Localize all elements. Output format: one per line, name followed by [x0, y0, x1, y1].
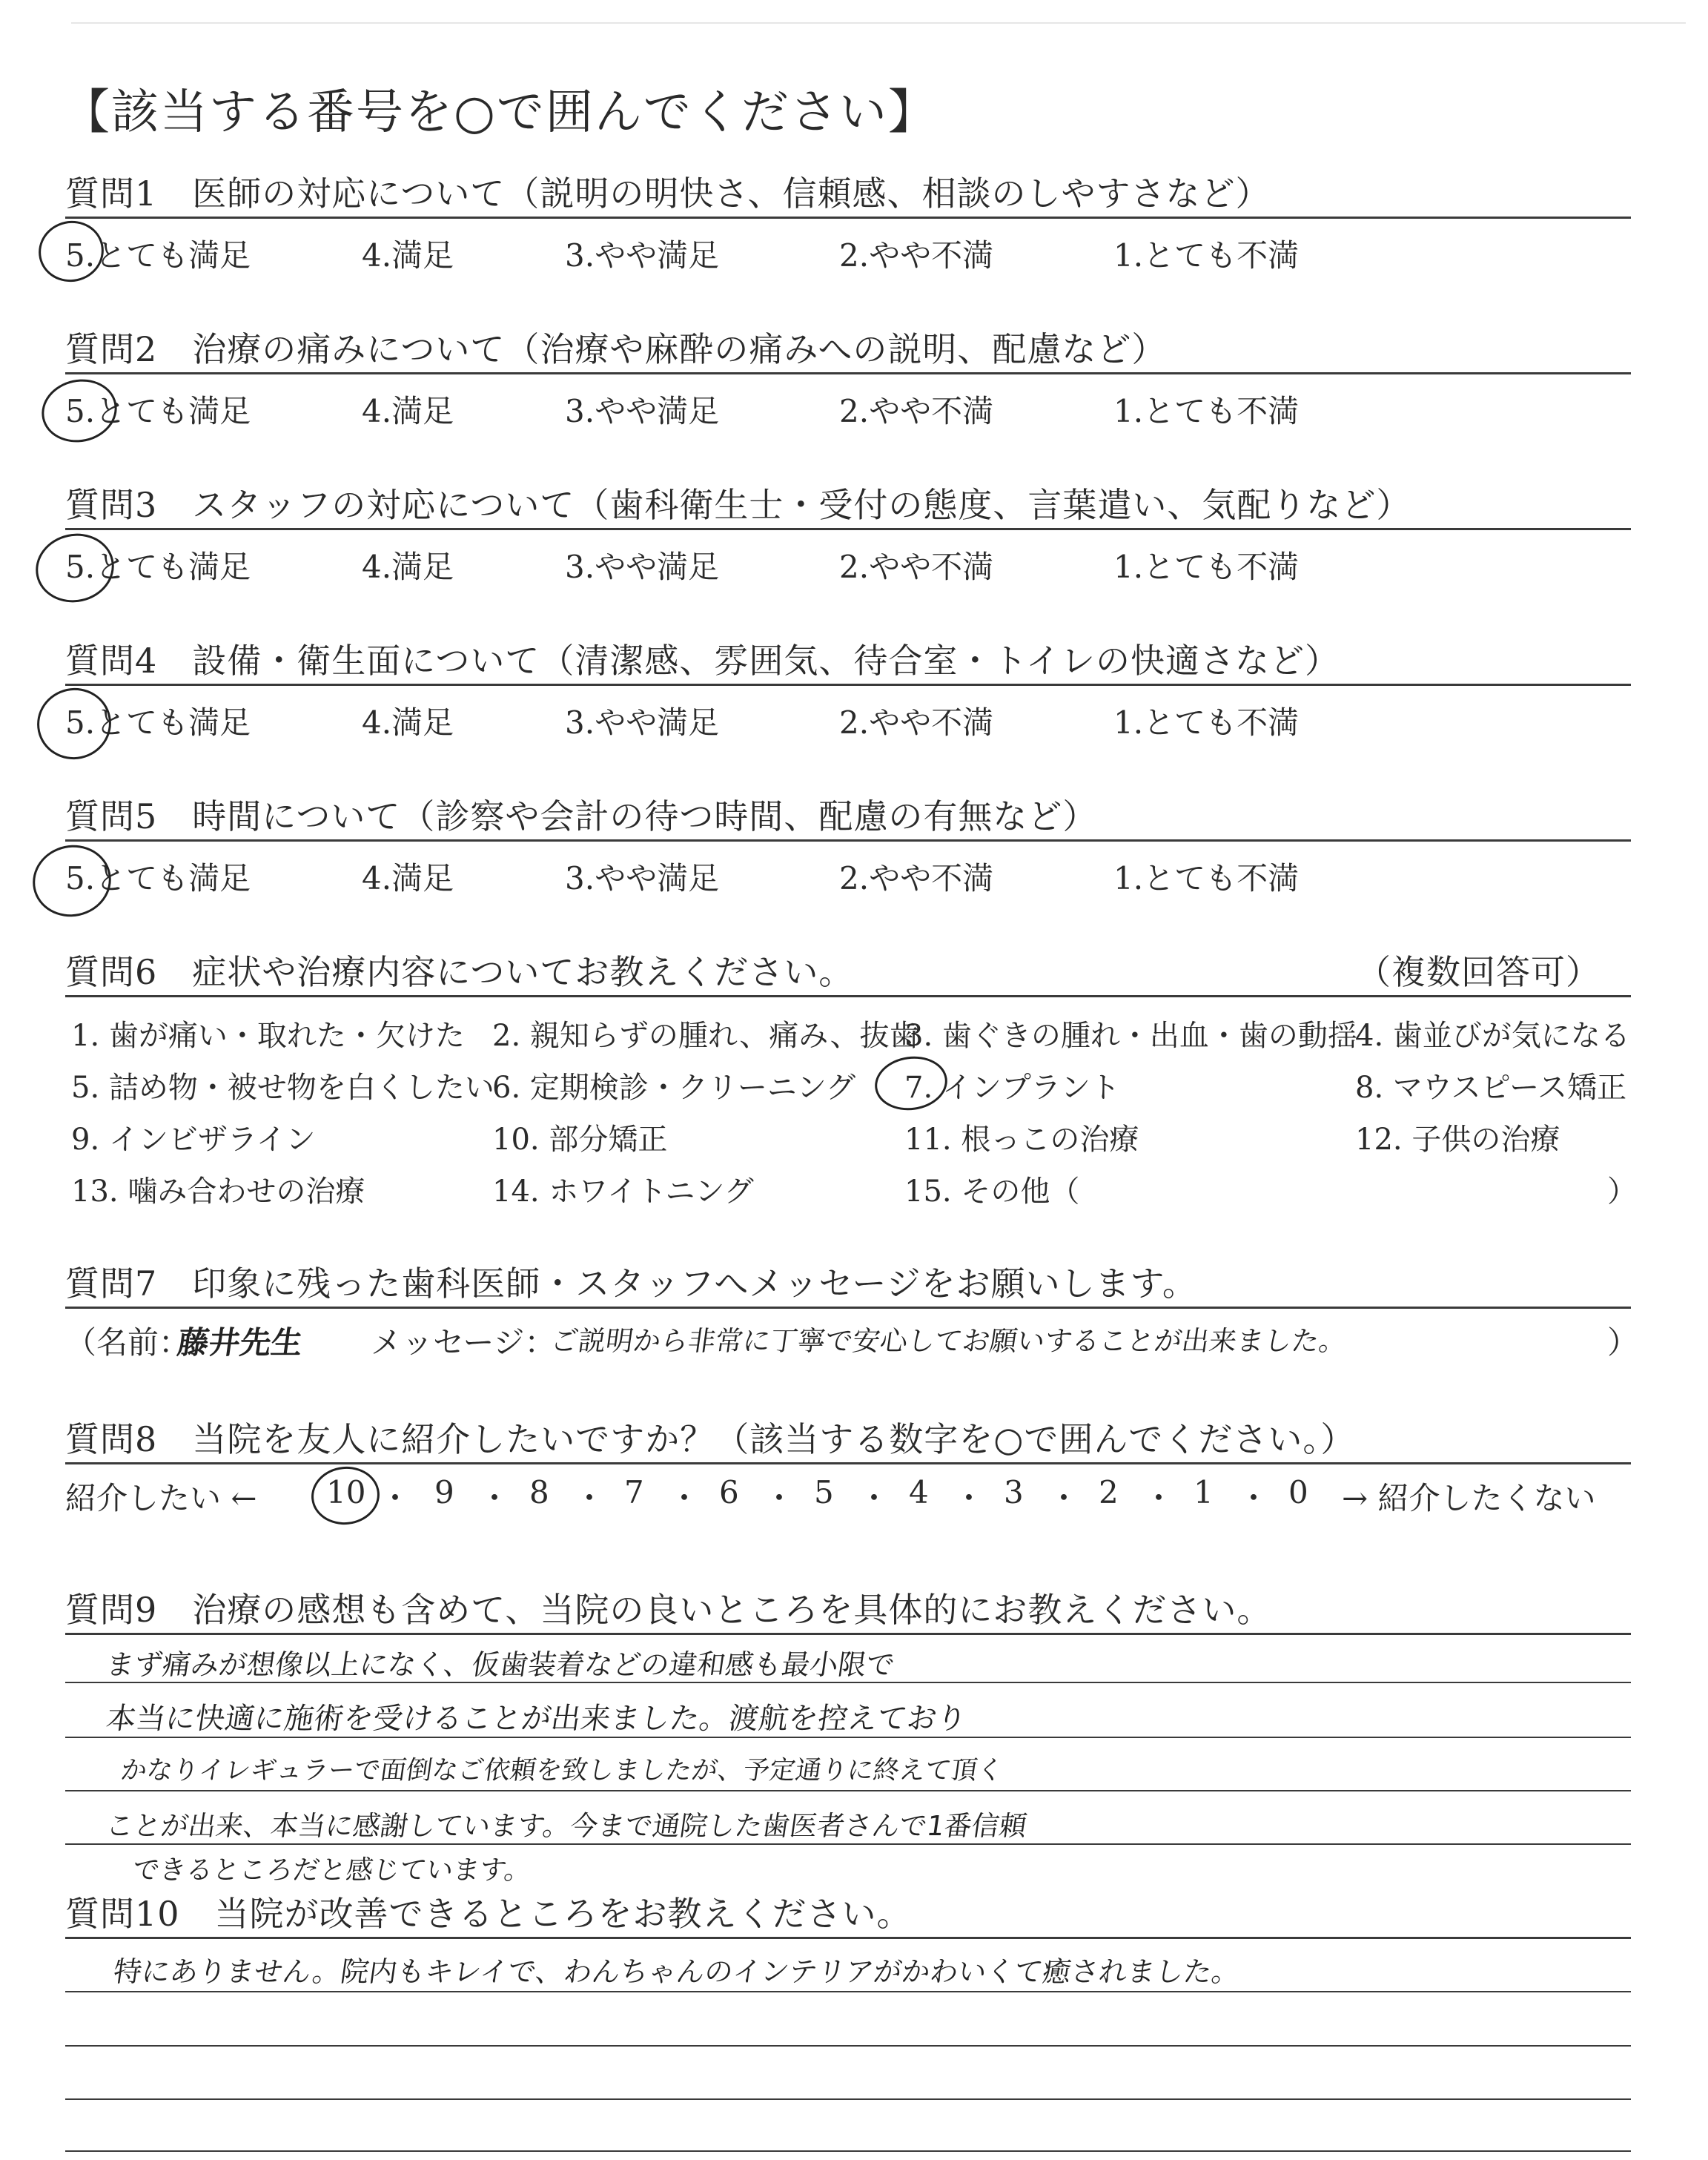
comment-line[interactable]: ことが出来、本当に感謝しています。今まで通院した歯医者さんで1番信頼: [104, 1810, 1029, 1842]
rating-option-1[interactable]: 1.とても不満: [1113, 549, 1300, 585]
writing-line: [65, 1991, 1631, 1992]
rating-option-5[interactable]: 5.とても満足: [65, 704, 251, 741]
question-title: 質問9 治療の感想も含めて、当院の良いところを具体的にお教えください。: [65, 1590, 1272, 1630]
divider: [65, 839, 1631, 842]
rating-option-4[interactable]: 4.満足: [362, 237, 454, 274]
rating-option-3[interactable]: 3.やや満足: [565, 860, 720, 896]
writing-line: [65, 2045, 1631, 2047]
scale-separator: ・: [858, 1480, 890, 1516]
writing-line: [65, 2150, 1631, 2152]
message-label: メッセージ：: [371, 1324, 556, 1361]
rating-option-1[interactable]: 1.とても不満: [1113, 704, 1300, 741]
writing-line: [65, 2098, 1631, 2100]
rating-option-2[interactable]: 2.やや不満: [839, 237, 994, 274]
question-title: 質問3 スタッフの対応について（歯科衛生士・受付の態度、言葉遣い、気配りなど）: [65, 485, 1411, 525]
writing-line: [65, 1790, 1631, 1791]
scale-separator: ・: [1143, 1480, 1175, 1516]
rating-option-3[interactable]: 3.やや満足: [565, 237, 720, 274]
recommend-right-label: → 紹介したくない: [1342, 1480, 1596, 1516]
other-close-paren: ）: [1607, 1175, 1637, 1209]
answer-circle: [30, 681, 118, 767]
question-title: 質問8 当院を友人に紹介したいですか？（該当する数字を○で囲んでください。）: [65, 1419, 1356, 1459]
option-8[interactable]: 8. マウスピース矯正: [1355, 1071, 1627, 1105]
option-11[interactable]: 11. 根っこの治療: [904, 1123, 1139, 1157]
rating-option-3[interactable]: 3.やや満足: [565, 704, 720, 741]
question-title: 質問6 症状や治療内容についてお教えください。: [65, 952, 854, 992]
scale-separator: ・: [1238, 1480, 1270, 1516]
rating-option-4[interactable]: 4.満足: [362, 393, 454, 429]
rating-option-2[interactable]: 2.やや不満: [839, 860, 994, 896]
option-3[interactable]: 3. 歯ぐきの腫れ・出血・歯の動揺: [904, 1019, 1357, 1053]
scale-separator: ・: [479, 1480, 511, 1516]
scale-separator: ・: [1048, 1480, 1080, 1516]
name-label: （名前：: [65, 1324, 191, 1361]
scale-9[interactable]: 9: [434, 1474, 454, 1510]
scale-separator: ・: [764, 1480, 795, 1516]
question-title: 質問1 医師の対応について（説明の明快さ、信頼感、相談のしやすさなど）: [65, 174, 1271, 214]
divider: [65, 995, 1631, 997]
scale-separator: ・: [380, 1480, 411, 1516]
rating-option-4[interactable]: 4.満足: [362, 549, 454, 585]
question-title: 質問2 治療の痛みについて（治療や麻酔の痛みへの説明、配慮など）: [65, 329, 1167, 369]
page-title: 【該当する番号を○で囲んでください】: [62, 85, 937, 140]
multiple-answer-note: （複数回答可）: [1357, 952, 1601, 992]
divider: [65, 1633, 1631, 1635]
rating-option-5[interactable]: 5.とても満足: [65, 549, 251, 585]
rating-option-4[interactable]: 4.満足: [362, 704, 454, 741]
rating-option-5[interactable]: 5.とても満足: [65, 393, 251, 429]
rating-option-3[interactable]: 3.やや満足: [565, 549, 720, 585]
scale-0[interactable]: 0: [1288, 1474, 1308, 1510]
rating-option-2[interactable]: 2.やや不満: [839, 704, 994, 741]
option-15[interactable]: 15. その他（: [904, 1175, 1080, 1209]
comment-line[interactable]: かなりイレギュラーで面倒なご依頼を致しましたが、予定通りに終えて頂く: [119, 1756, 1005, 1786]
scale-separator: ・: [953, 1480, 985, 1516]
scan-edge: [71, 22, 1686, 24]
writing-line: [65, 1843, 1631, 1845]
option-14[interactable]: 14. ホワイトニング: [492, 1175, 754, 1209]
rating-option-3[interactable]: 3.やや満足: [565, 393, 720, 429]
option-9[interactable]: 9. インビザライン: [71, 1123, 316, 1157]
rating-option-2[interactable]: 2.やや不満: [839, 549, 994, 585]
scale-2[interactable]: 2: [1099, 1474, 1119, 1510]
option-10[interactable]: 10. 部分矯正: [492, 1123, 668, 1157]
comment-line[interactable]: できるところだと感じています。: [130, 1855, 534, 1886]
option-7[interactable]: 7. インプラント: [904, 1071, 1120, 1105]
rating-option-1[interactable]: 1.とても不満: [1113, 860, 1300, 896]
writing-line: [65, 1682, 1631, 1683]
option-4[interactable]: 4. 歯並びが気になる: [1355, 1019, 1630, 1053]
message-value[interactable]: ご説明から非常に丁寧で安心してお願いすることが出来ました。: [549, 1325, 1349, 1357]
rating-option-1[interactable]: 1.とても不満: [1113, 237, 1300, 274]
question-title: 質問10 当院が改善できるところをお教えください。: [65, 1894, 912, 1934]
rating-option-5[interactable]: 5.とても満足: [65, 860, 251, 896]
scale-5[interactable]: 5: [814, 1474, 834, 1510]
answer-circle: [26, 838, 118, 924]
option-5[interactable]: 5. 詰め物・被せ物を白くしたい: [71, 1071, 494, 1105]
scale-8[interactable]: 8: [529, 1474, 549, 1510]
rating-option-5[interactable]: 5.とても満足: [65, 237, 251, 274]
divider: [65, 1307, 1631, 1309]
message-close-paren: ）: [1607, 1324, 1639, 1361]
writing-line: [65, 1737, 1631, 1738]
scale-circle: [308, 1463, 383, 1527]
name-value[interactable]: 藤井先生: [175, 1324, 305, 1361]
answer-circle: [33, 215, 109, 288]
scale-4[interactable]: 4: [909, 1474, 929, 1510]
divider: [65, 1937, 1631, 1939]
answer-circle: [30, 526, 121, 610]
scale-3[interactable]: 3: [1004, 1474, 1024, 1510]
divider: [65, 372, 1631, 374]
option-2[interactable]: 2. 親知らずの腫れ、痛み、抜歯: [492, 1019, 919, 1053]
scale-7[interactable]: 7: [624, 1474, 644, 1510]
rating-option-2[interactable]: 2.やや不満: [839, 393, 994, 429]
scale-10[interactable]: 10: [326, 1474, 366, 1510]
divider: [65, 684, 1631, 686]
question-title: 質問4 設備・衛生面について（清潔感、雰囲気、待合室・トイレの快適さなど）: [65, 641, 1340, 681]
option-6[interactable]: 6. 定期検診・クリーニング: [492, 1071, 856, 1105]
divider: [65, 217, 1631, 219]
recommend-left-label: 紹介したい ←: [65, 1480, 257, 1516]
scale-separator: ・: [574, 1480, 606, 1516]
divider: [65, 528, 1631, 530]
option-12[interactable]: 12. 子供の治療: [1355, 1123, 1560, 1157]
scale-6[interactable]: 6: [719, 1474, 739, 1510]
option-13[interactable]: 13. 噛み合わせの治療: [71, 1175, 365, 1209]
question-title: 質問7 印象に残った歯科医師・スタッフへメッセージをお願いします。: [65, 1264, 1197, 1304]
option-1[interactable]: 1. 歯が痛い・取れた・欠けた: [71, 1019, 465, 1053]
comment-line[interactable]: 本当に快適に施術を受けることが出来ました。渡航を控えており: [104, 1702, 969, 1736]
answer-circle: [36, 372, 122, 449]
comment-line[interactable]: まず痛みが想像以上になく、仮歯装着などの違和感も最小限で: [104, 1648, 897, 1681]
divider: [65, 1462, 1631, 1464]
rating-option-1[interactable]: 1.とても不満: [1113, 393, 1300, 429]
rating-option-4[interactable]: 4.満足: [362, 860, 454, 896]
comment-line[interactable]: 特にありません。院内もキレイで、わんちゃんのインテリアがかわいくて癒されました。: [111, 1955, 1242, 1988]
question-title: 質問5 時間について（診察や会計の待つ時間、配慮の有無など）: [65, 796, 1098, 836]
scale-1[interactable]: 1: [1194, 1474, 1214, 1510]
scale-separator: ・: [669, 1480, 701, 1516]
